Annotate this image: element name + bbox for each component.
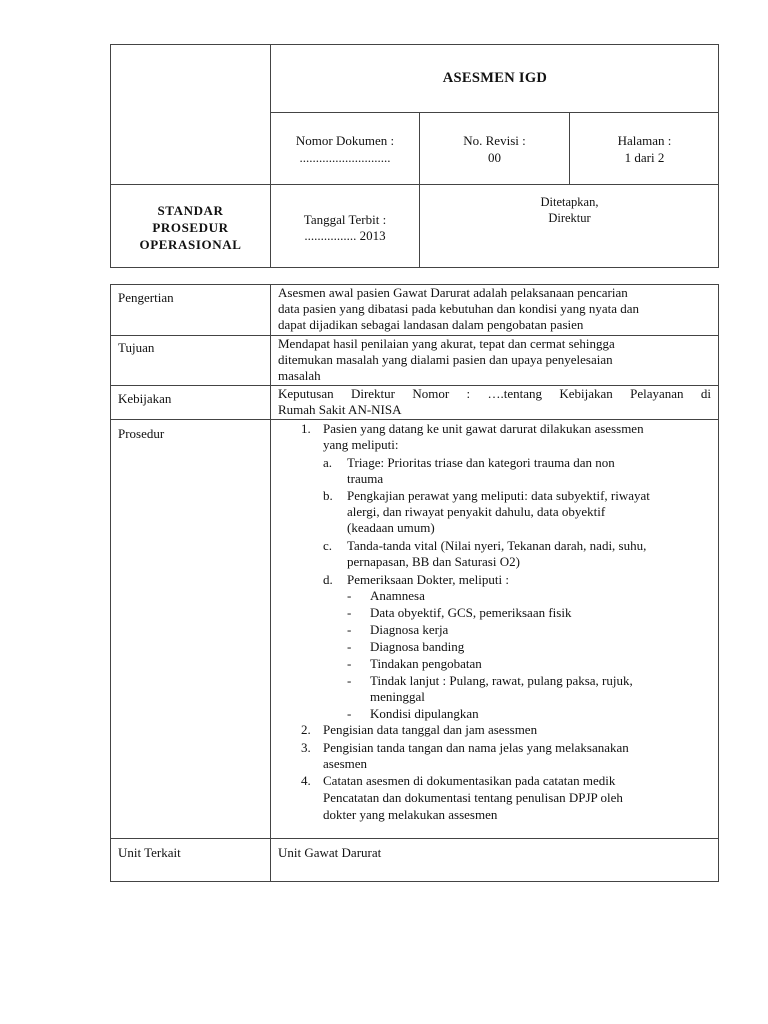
prosedur-item-1-line-1: Pasien yang datang ke unit gawat darurat dilakukan asessmen	[323, 421, 644, 436]
kebijakan-line-1: Keputusan Direktur Nomor : ….tentang Kebijakan Pelayanan di	[278, 386, 711, 401]
tujuan-line-3: masalah	[278, 368, 321, 383]
prosedur-dash-5: -	[347, 656, 352, 671]
prosedur-item-a-line-1: Triage: Prioritas triase dan kategori trauma dan non	[347, 455, 615, 470]
tujuan-line-1: Mendapat hasil penilaian yang akurat, tepat dan cermat sehingga	[278, 336, 615, 351]
unit-terkait-value: Unit Gawat Darurat	[278, 845, 382, 860]
header-divider-horizontal-2	[110, 184, 719, 185]
tujuan-label: Tujuan	[118, 340, 155, 355]
prosedur-num-c: c.	[323, 538, 333, 553]
content-divider-vertical	[270, 284, 271, 882]
prosedur-item-b-line-2: alergi, dan riwayat penyakit dahulu, data obyektif	[347, 504, 606, 519]
prosedur-label: Prosedur	[118, 426, 165, 441]
prosedur-dash-item-5: Tindakan pengobatan	[370, 656, 482, 671]
prosedur-item-a-line-2: trauma	[347, 471, 384, 486]
halaman-value: 1 dari 2	[624, 150, 665, 165]
prosedur-item-1-line-2: yang meliputi:	[323, 437, 399, 452]
no-revisi-value: 00	[488, 150, 501, 165]
prosedur-dash-item-2: Data obyektif, GCS, pemeriksaan fisik	[370, 605, 572, 620]
prosedur-item-4-line-2: Pencatatan dan dokumentasi tentang penulisan DPJP oleh	[323, 790, 623, 805]
row-divider-kebijakan	[110, 419, 719, 420]
prosedur-num-a: a.	[323, 455, 333, 470]
row-divider-prosedur	[110, 838, 719, 839]
tanggal-terbit-label: Tanggal Terbit :	[303, 212, 387, 227]
no-revisi-label: No. Revisi :	[463, 133, 526, 148]
ditetapkan-label: Ditetapkan,	[540, 195, 599, 209]
prosedur-item-c-line-1: Tanda-tanda vital (Nilai nyeri, Tekanan darah, nadi, suhu,	[347, 538, 647, 553]
prosedur-item-d-line-1: Pemeriksaan Dokter, meliputi :	[347, 572, 509, 587]
prosedur-dash-1: -	[347, 588, 352, 603]
tanggal-terbit-value: ................ 2013	[304, 228, 386, 243]
prosedur-num-b: b.	[323, 488, 333, 503]
prosedur-item-b-line-1: Pengkajian perawat yang meliputi: data subyektif, riwayat	[347, 488, 650, 503]
prosedur-dash-item-1: Anamnesa	[370, 588, 425, 603]
prosedur-dash-4: -	[347, 639, 352, 654]
direktur-label: Direktur	[548, 211, 591, 225]
prosedur-item-c-line-2: pernapasan, BB dan Saturasi O2)	[347, 554, 520, 569]
unit-terkait-label: Unit Terkait	[118, 845, 181, 860]
kebijakan-label: Kebijakan	[118, 391, 172, 406]
prosedur-dash-item-3: Diagnosa kerja	[370, 622, 449, 637]
pengertian-line-1: Asesmen awal pasien Gawat Darurat adalah pelaksanaan pencarian	[278, 285, 628, 300]
nomor-dokumen-value: ............................	[299, 150, 391, 165]
prosedur-dash-item-6-line-2: meninggal	[370, 689, 425, 704]
prosedur-dash-6: -	[347, 673, 352, 688]
document-title: ASESMEN IGD	[442, 70, 548, 86]
kebijakan-line-2: Rumah Sakit AN-NISA	[278, 402, 402, 417]
pengertian-line-2: data pasien yang dibatasi pada kebutuhan dan kondisi yang nyata dan	[278, 301, 640, 316]
prosedur-num-2: 2.	[301, 722, 311, 737]
prosedur-item-2-line-1: Pengisian data tanggal dan jam asessmen	[323, 722, 538, 737]
prosedur-item-3-line-2: asesmen	[323, 756, 368, 771]
prosedur-dash-item-7: Kondisi dipulangkan	[370, 706, 479, 721]
pengertian-line-3: dapat dijadikan sebagai landasan dalam pengobatan pasien	[278, 317, 584, 332]
prosedur-num-d: d.	[323, 572, 333, 587]
prosedur-dash-7: -	[347, 706, 352, 721]
prosedur-item-b-line-3: (keadaan umum)	[347, 520, 435, 535]
prosedur-dash-3: -	[347, 622, 352, 637]
pengertian-label: Pengertian	[118, 290, 174, 305]
prosedur-item-4-line-1: Catatan asesmen di dokumentasikan pada catatan medik	[323, 773, 616, 788]
sop-title-line-1: STANDAR	[157, 203, 224, 218]
tujuan-line-2: ditemukan masalah yang dialami pasien dan upaya penyelesaian	[278, 352, 613, 367]
prosedur-item-4-line-3: dokter yang melakukan assesmen	[323, 807, 498, 822]
prosedur-dash-item-4: Diagnosa banding	[370, 639, 465, 654]
sop-title-line-2: PROSEDUR	[152, 220, 229, 235]
prosedur-num-3: 3.	[301, 740, 311, 755]
halaman-label: Halaman :	[617, 133, 672, 148]
prosedur-dash-item-6-line-1: Tindak lanjut : Pulang, rawat, pulang paksa, rujuk,	[370, 673, 633, 688]
prosedur-num-4: 4.	[301, 773, 311, 788]
sop-title-line-3: OPERASIONAL	[139, 237, 242, 252]
prosedur-num-1: 1.	[301, 421, 311, 436]
nomor-dokumen-label: Nomor Dokumen :	[295, 133, 395, 148]
prosedur-item-3-line-1: Pengisian tanda tangan dan nama jelas yang melaksanakan	[323, 740, 629, 755]
prosedur-dash-2: -	[347, 605, 352, 620]
header-divider-horizontal-1	[270, 112, 719, 113]
